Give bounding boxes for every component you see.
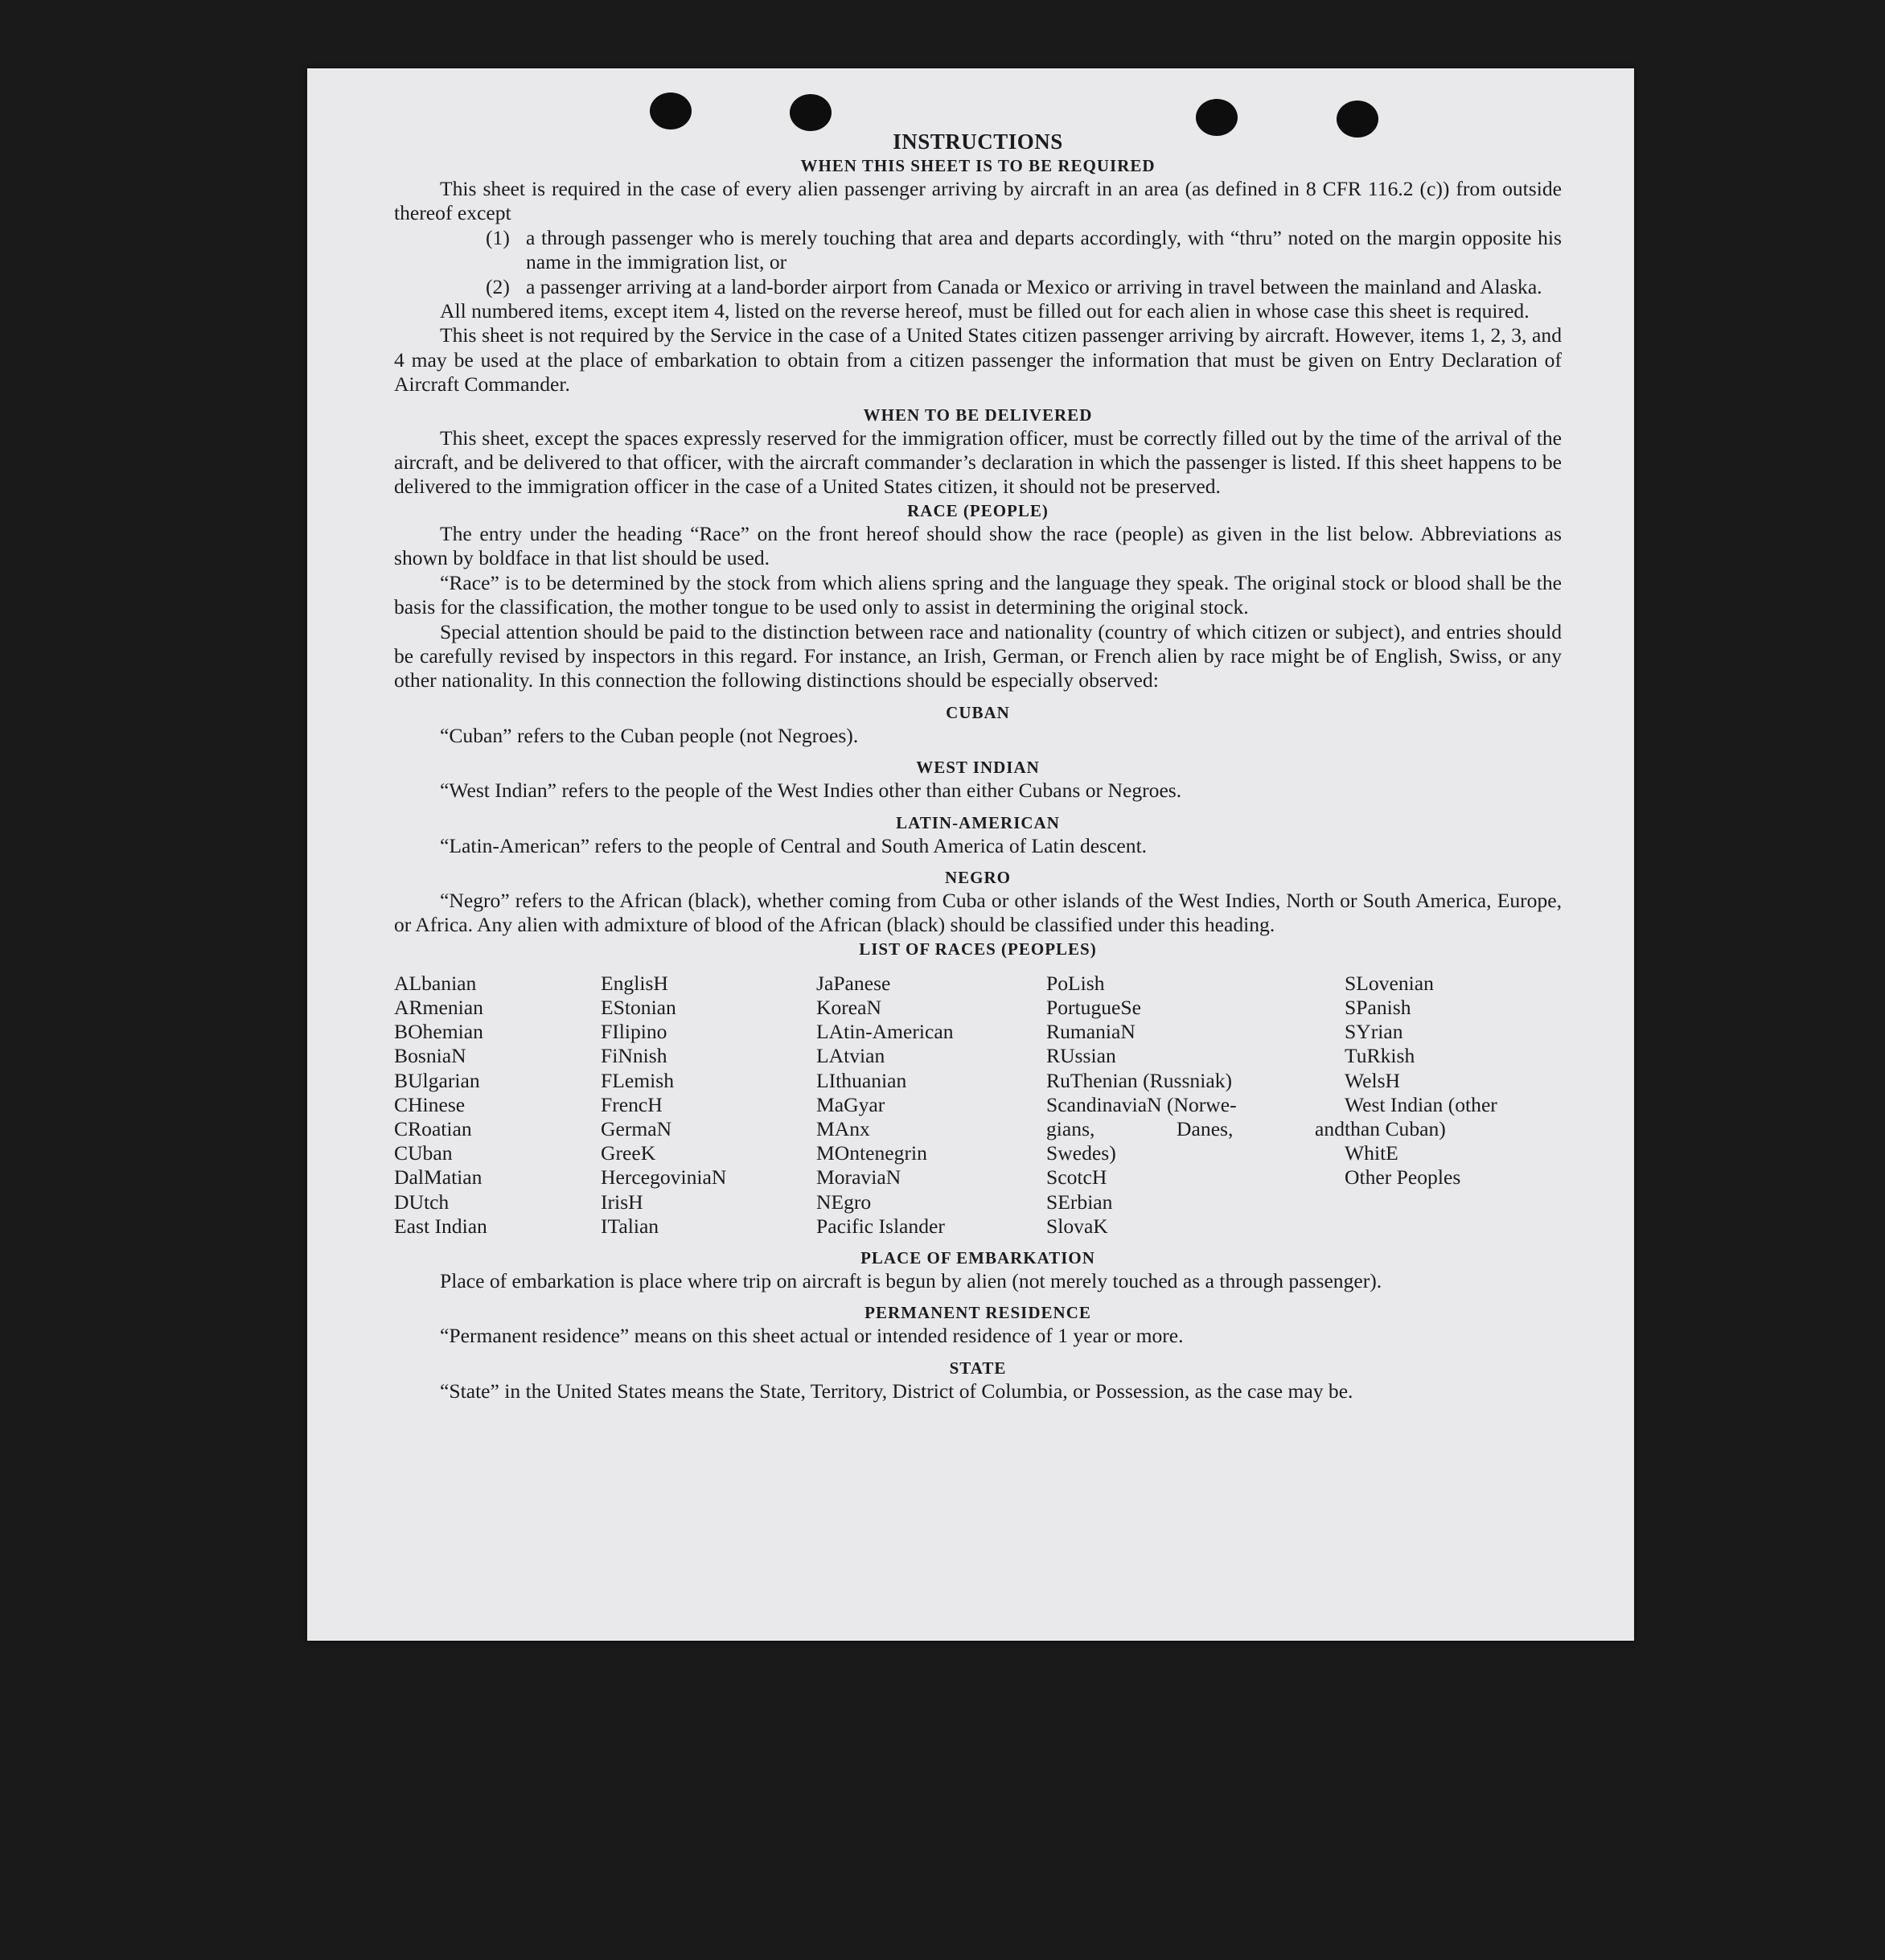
race-entry: FIlipino (601, 1020, 667, 1044)
races-list (394, 972, 1562, 1239)
races-column-4 (1046, 972, 1345, 1239)
race-entry: PortugueSe (1046, 995, 1142, 1019)
heading-negro: NEGRO (944, 867, 1011, 887)
race-entry: GreeK (601, 1141, 656, 1165)
race-entry: BUlgarian (394, 1068, 480, 1092)
heading-race: RACE (PEOPLE) (907, 500, 1049, 520)
race-entry: DalMatian (394, 1165, 483, 1190)
race-entry: SPanish (1345, 995, 1411, 1019)
race-entry: ALbanian (394, 971, 477, 995)
race-entry: WhitE (1345, 1141, 1398, 1165)
race-entry: KoreaN (816, 995, 882, 1019)
race-entry: CUban (394, 1141, 453, 1165)
races-column-5 (1345, 972, 1562, 1239)
page-title: INSTRUCTIONS (893, 129, 1063, 154)
heading-when-delivered: WHEN TO BE DELIVERED (863, 405, 1093, 425)
race-entry: ScandinaviaN (Norwe- (1046, 1092, 1237, 1116)
races-column-3 (816, 972, 1046, 1239)
race-entry: DUtch (394, 1190, 450, 1214)
race-entry: ScotcH (1046, 1165, 1107, 1190)
punch-hole (790, 94, 832, 131)
race-entry: JaPanese (816, 971, 891, 995)
race-entry: SErbian (1046, 1190, 1113, 1214)
item-text: a through passenger who is merely touching that area and departs accordingly, with “thru” noted on the margin opposite his name in the immigration list, or (526, 225, 1562, 274)
race-entry-continued: Swedes) (1046, 1141, 1116, 1165)
exception-item-2 (394, 275, 1562, 299)
race-entry: ARmenian (394, 995, 483, 1019)
race-entry: TuRkish (1345, 1044, 1415, 1068)
races-column-1 (394, 972, 601, 1239)
heading-list-of-races: LIST OF RACES (PEOPLES) (859, 939, 1097, 959)
race-entry: HercegoviniaN (601, 1165, 727, 1190)
race-entry: Pacific Islander (816, 1214, 945, 1238)
heading-latin-american: LATIN-AMERICAN (896, 812, 1060, 832)
punch-hole (650, 92, 692, 129)
race-entry: MoraviaN (816, 1165, 901, 1190)
heading-residence: PERMANENT RESIDENCE (864, 1303, 1091, 1323)
paragraph-state: “State” in the United States means the State, Territory, District of Columbia, or Possession, as the case may be. (440, 1379, 1353, 1403)
paragraph-citizen: This sheet is not required by the Service in the case of a United States citizen passenger arriving by aircraft. However, items 1, 2, 3, and 4 may be used at the place of embarkation to obtain from a citizen passenger the information that must be given on Entry Declaration of Aircraft Commander. (394, 323, 1562, 397)
item-text: a passenger arriving at a land-border airport from Canada or Mexico or arriving in travel between the mainland and Alaska. (526, 274, 1542, 298)
race-entry: FiNnish (601, 1044, 667, 1068)
paragraph-required-intro: This sheet is required in the case of every alien passenger arriving by aircraft in an area (as defined in 8 CFR 116.2 (c)) from outside thereof except (394, 177, 1562, 225)
race-entry: PoLish (1046, 971, 1105, 995)
paragraph-numbered-items: All numbered items, except item 4, listed on the reverse hereof, must be filled out for each alien in whose case this sheet is required. (440, 299, 1530, 323)
race-entry: FrencH (601, 1092, 663, 1116)
race-entry: NEgro (816, 1190, 872, 1214)
race-entry: SlovaK (1046, 1214, 1108, 1238)
race-entry: Other Peoples (1345, 1165, 1461, 1190)
heading-embarkation: PLACE OF EMBARKATION (860, 1247, 1095, 1268)
paragraph-race-3: Special attention should be paid to the distinction between race and nationality (country of which citizen or subject), and entries should be carefully revised by inspectors in this regard. For instance, an Irish, German, or French alien by race might be of English, Swiss, or any other nationality. In this connection the following distinctions should be especially observed: (394, 619, 1562, 692)
exception-item-1 (394, 226, 1562, 275)
race-entry: GermaN (601, 1116, 672, 1140)
race-entry: SYrian (1345, 1020, 1403, 1044)
race-entry: SLovenian (1345, 971, 1434, 995)
race-entry: CHinese (394, 1092, 466, 1116)
paragraph-race-2: “Race” is to be determined by the stock from which aliens spring and the language they speak. The original stock or blood shall be the basis for the classification, the mother tongue to be used only to assist in determining the original stock. (394, 570, 1562, 619)
race-entry: RuThenian (Russniak) (1046, 1068, 1233, 1092)
race-entry: ITalian (601, 1214, 659, 1238)
race-entry: CRoatian (394, 1116, 472, 1140)
race-entry: MAnx (816, 1116, 870, 1140)
race-entry: LAtin-American (816, 1020, 954, 1044)
heading-when-required: WHEN THIS SHEET IS TO BE REQUIRED (800, 156, 1156, 175)
paragraph-latin-american: “Latin-American” refers to the people of Central and South America of Latin descent. (440, 833, 1148, 857)
race-entry: West Indian (other (1345, 1092, 1497, 1116)
instructions-body (394, 129, 1562, 1403)
race-entry-continued: than Cuban) (1345, 1116, 1446, 1140)
race-entry-continued: gians, Danes, and (1046, 1116, 1345, 1140)
heading-state: STATE (949, 1358, 1007, 1378)
race-entry: MaGyar (816, 1092, 885, 1116)
race-entry: East Indian (394, 1214, 487, 1238)
item-number: (1) (486, 225, 510, 249)
paragraph-west-indian: “West Indian” refers to the people of the West Indies other than either Cubans or Negroes. (440, 779, 1182, 803)
item-number: (2) (486, 274, 510, 298)
race-entry: BOhemian (394, 1020, 483, 1044)
paragraph-cuban: “Cuban” refers to the Cuban people (not Negroes). (440, 723, 859, 747)
race-entry: RumaniaN (1046, 1020, 1136, 1044)
document-page (307, 68, 1634, 1641)
race-entry: IrisH (601, 1190, 643, 1214)
race-entry: FLemish (601, 1068, 675, 1092)
race-entry: RUssian (1046, 1044, 1116, 1068)
paragraph-delivered: This sheet, except the spaces expressly reserved for the immigration officer, must be correctly filled out by the time of the arrival of the aircraft, and be delivered to that officer, with the aircraft commander’s declaration in which the passenger is listed. If this sheet happens to be delivered to the immigration officer in the case of a United States citizen, it should not be preserved. (394, 425, 1562, 499)
race-entry: EnglisH (601, 971, 668, 995)
race-entry: MOntenegrin (816, 1141, 927, 1165)
paragraph-negro: “Negro” refers to the African (black), whether coming from Cuba or other islands of the West Indies, North or South America, Europe, or Africa. Any alien with admixture of blood of the African (black) should be classified under this heading. (394, 888, 1562, 937)
race-entry: BosniaN (394, 1044, 466, 1068)
paragraph-embarkation: Place of embarkation is place where trip on aircraft is begun by alien (not merely touched as a through passenger). (440, 1268, 1382, 1292)
races-column-2 (601, 972, 816, 1239)
paragraph-race-1: The entry under the heading “Race” on the front hereof should show the race (people) as given in the list below. Abbreviations as shown by boldface in that list should be used. (394, 521, 1562, 570)
race-entry: WelsH (1345, 1068, 1401, 1092)
heading-west-indian: WEST INDIAN (916, 758, 1040, 778)
race-entry: LIthuanian (816, 1068, 907, 1092)
race-entry: EStonian (601, 995, 676, 1019)
paragraph-residence: “Permanent residence” means on this sheet actual or intended residence of 1 year or more. (440, 1324, 1184, 1348)
race-entry: LAtvian (816, 1044, 885, 1068)
heading-cuban: CUBAN (946, 702, 1010, 722)
